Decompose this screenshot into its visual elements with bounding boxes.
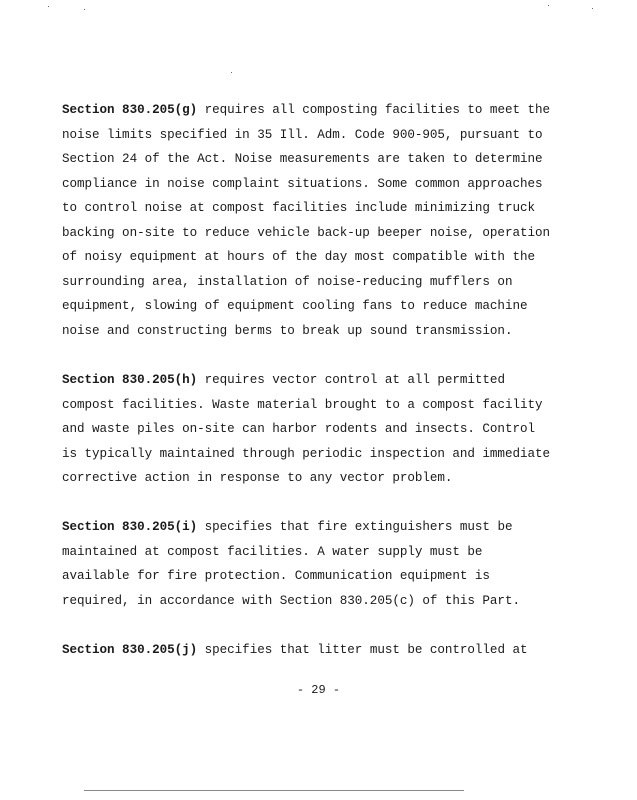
- paragraph-line: to control noise at compost facilities include minimizing truck: [62, 201, 535, 215]
- paragraph-line: surrounding area, installation of noise-reducing mufflers on: [62, 274, 513, 289]
- page-number: - 29 -: [296, 683, 341, 697]
- scan-artifact-line: [84, 790, 464, 791]
- section-heading: Section 830.205(i): [62, 520, 198, 534]
- paragraph-line: Section 830.205(h) requires vector control at all permitted: [62, 373, 505, 387]
- paragraph-line: of noisy equipment at hours of the day most compatible with the: [62, 250, 535, 264]
- paragraph-line: is typically maintained through periodic inspection and immediate: [62, 446, 550, 461]
- paragraph-line: Section 830.205(g) requires all composting facilities to meet the: [62, 103, 550, 117]
- paragraph-line: maintained at compost facilities. A water supply must be: [62, 544, 483, 559]
- paragraph-line: available for fire protection. Communication equipment is: [62, 569, 490, 583]
- paragraph-line: Section 830.205(j) specifies that litter must be controlled at: [62, 643, 528, 657]
- section-heading: Section 830.205(j): [62, 643, 198, 657]
- paragraph-line: compliance in noise complaint situations. Some common approaches: [62, 176, 543, 191]
- paragraph-line: compost facilities. Waste material brought to a compost facility: [62, 397, 543, 412]
- paragraph-line: and waste piles on-site can harbor rodents and insects. Control: [62, 422, 535, 436]
- paragraph-line: noise and constructing berms to break up sound transmission.: [62, 323, 513, 338]
- scan-speck: [592, 8, 593, 9]
- paragraph-section-h: [62, 368, 562, 491]
- paragraph-section-i: [62, 515, 562, 613]
- section-heading: Section 830.205(g): [62, 103, 198, 117]
- paragraph-line: equipment, slowing of equipment cooling fans to reduce machine: [62, 299, 528, 313]
- section-heading: Section 830.205(h): [62, 373, 198, 387]
- paragraph-line: noise limits specified in 35 Ill. Adm. Code 900-905, pursuant to: [62, 127, 543, 142]
- paragraph-line: corrective action in response to any vector problem.: [62, 471, 453, 485]
- paragraph-section-g: [62, 98, 562, 343]
- scan-speck: [231, 72, 232, 73]
- scan-speck: [84, 9, 85, 10]
- scan-speck: [548, 5, 549, 6]
- scan-speck: [48, 6, 49, 7]
- paragraph-line: required, in accordance with Section 830.205(c) of this Part.: [62, 593, 520, 608]
- paragraph-line: Section 830.205(i) specifies that fire extinguishers must be: [62, 520, 513, 534]
- paragraph-section-j: [62, 638, 562, 663]
- paragraph-line: backing on-site to reduce vehicle back-up beeper noise, operation: [62, 225, 550, 240]
- paragraph-line: Section 24 of the Act. Noise measurements are taken to determine: [62, 152, 543, 166]
